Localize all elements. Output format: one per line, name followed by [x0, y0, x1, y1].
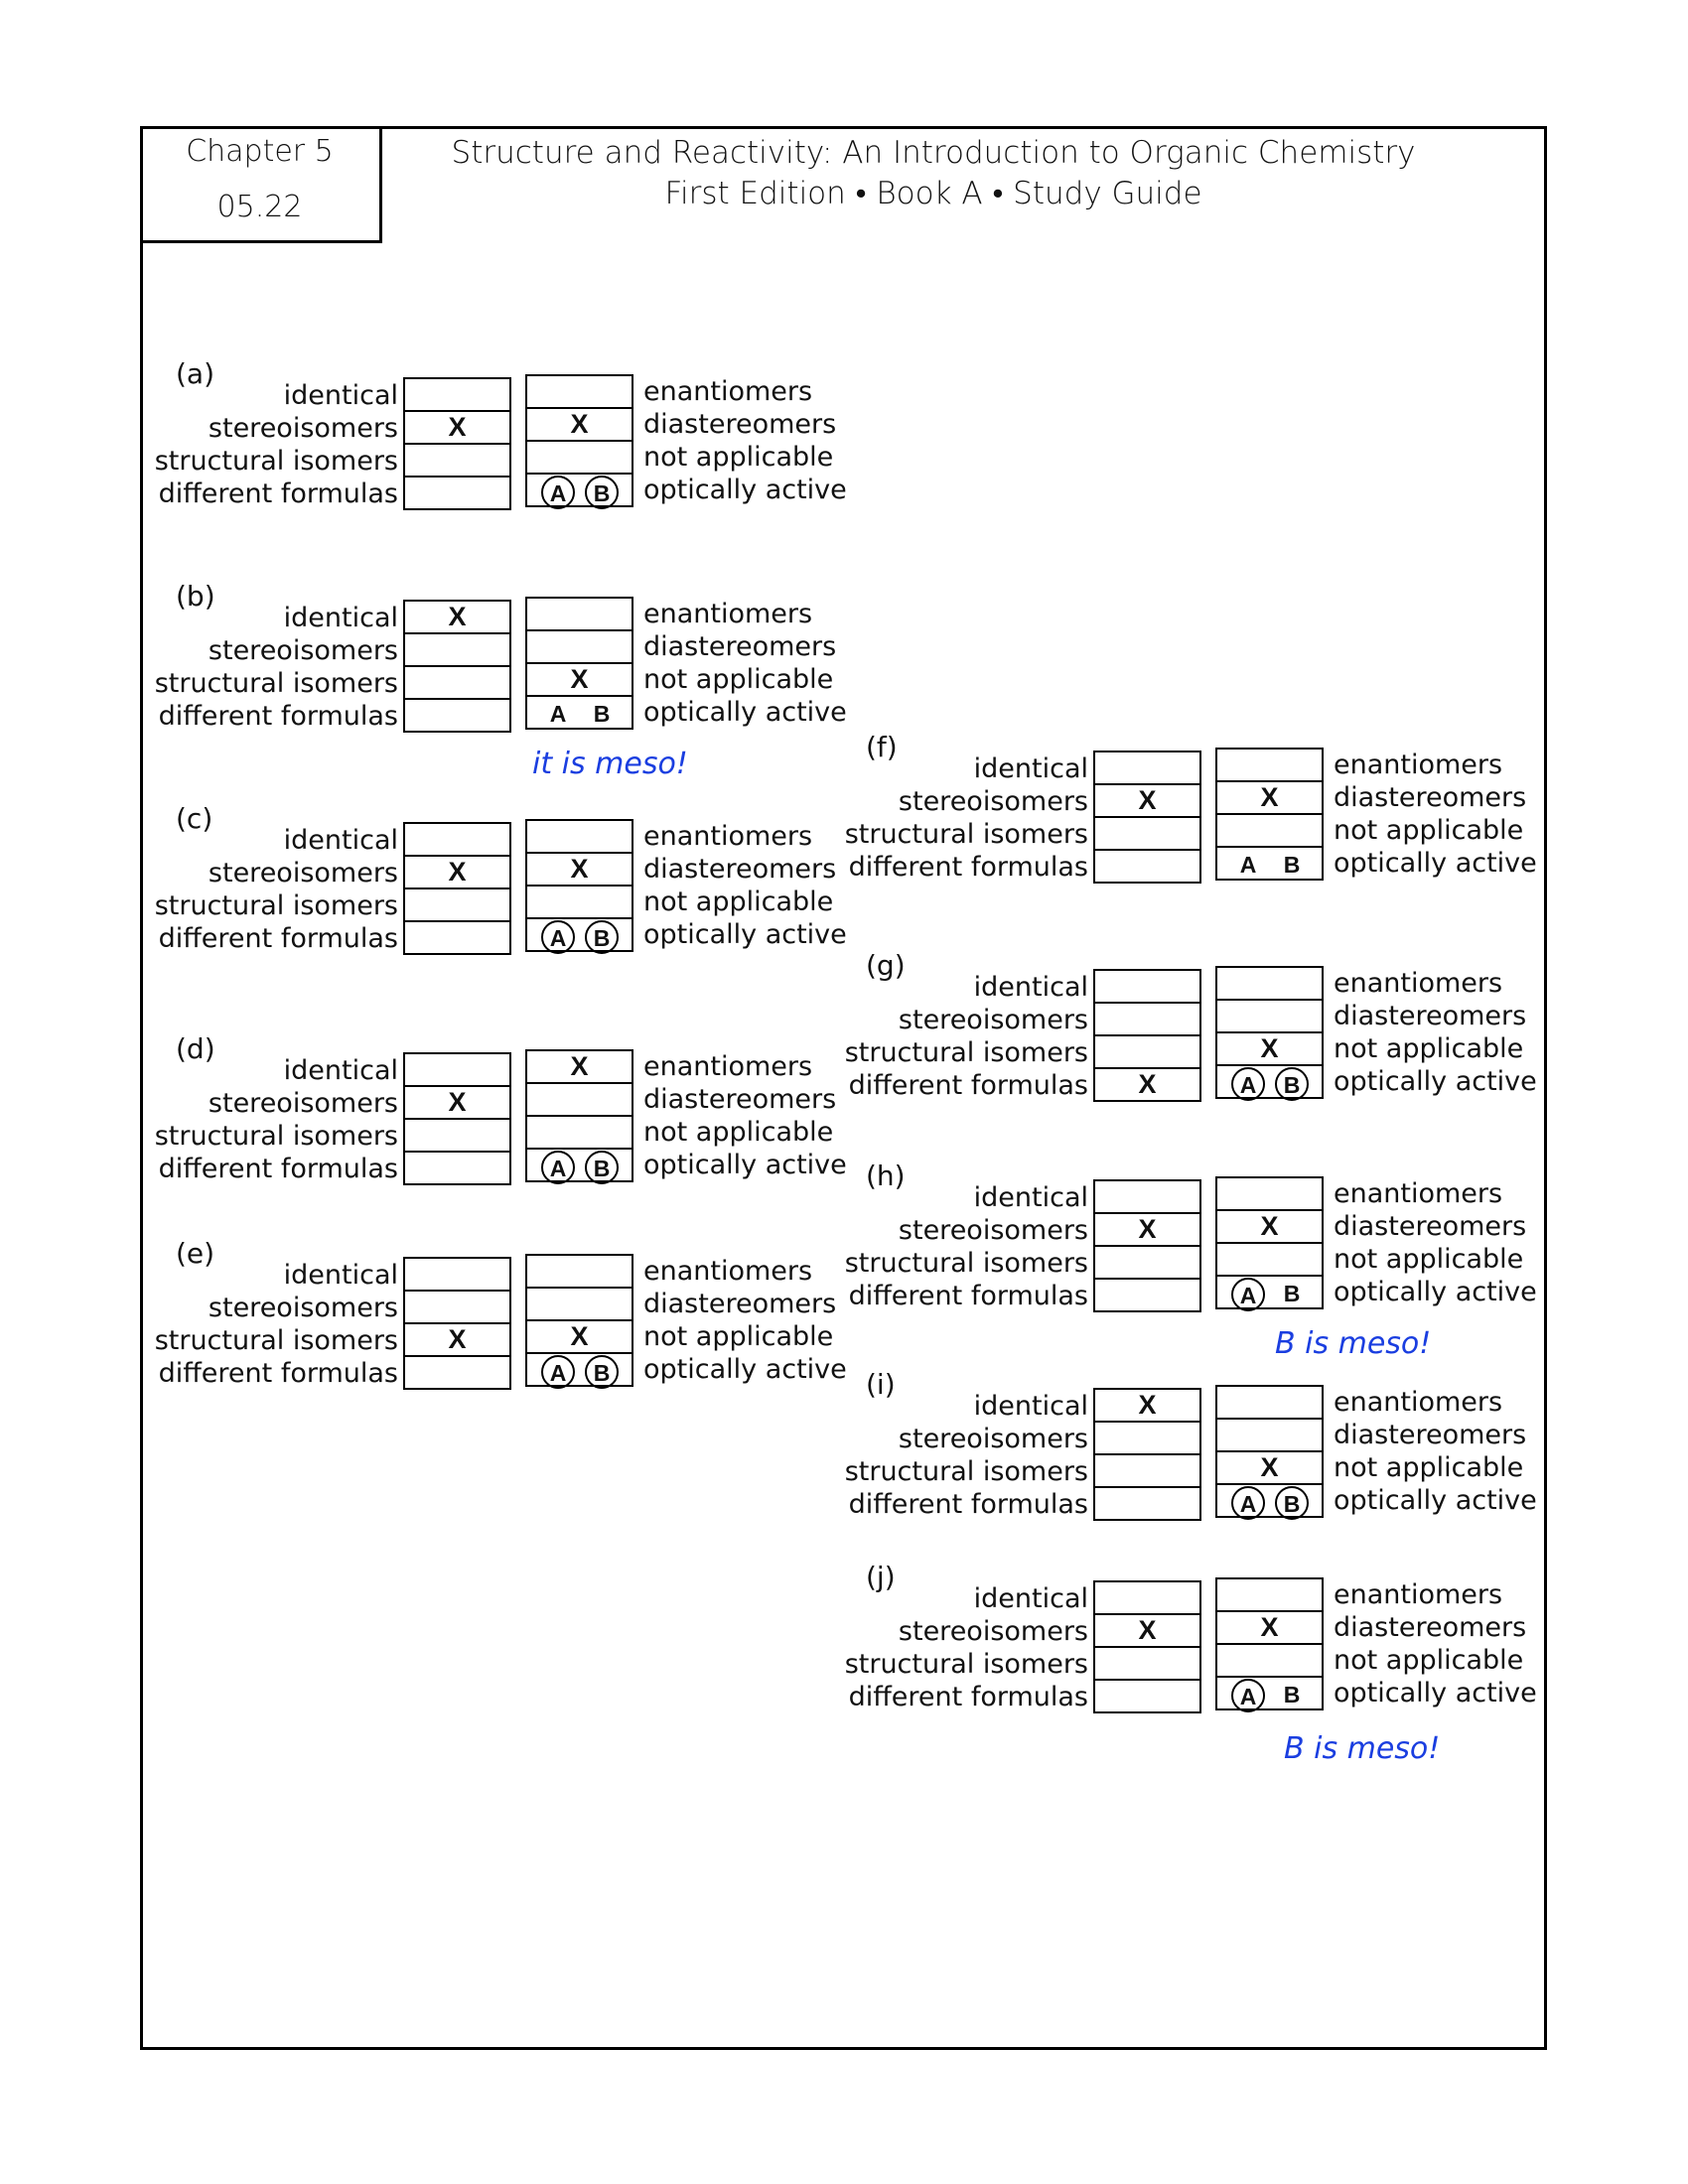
stereo-checkbox[interactable]: [1217, 750, 1322, 782]
stereo-checkbox[interactable]: [527, 821, 632, 854]
stereo-label: enantiomers: [643, 599, 813, 629]
stereo-checkbox[interactable]: X: [1217, 782, 1322, 815]
classification-checkbox[interactable]: [1095, 1004, 1199, 1036]
classification-labels: [155, 379, 398, 510]
header-subtitle: First Edition • Book A • Study Guide: [664, 176, 1202, 211]
stereo-label: optically active: [643, 475, 847, 505]
optical-activity-cell[interactable]: [527, 919, 632, 950]
classification-label: different formulas: [848, 1489, 1088, 1520]
classification-labels: [155, 602, 398, 733]
classification-labels: [845, 1390, 1088, 1521]
stereo-label: diastereomers: [643, 854, 837, 885]
stereo-checkbox[interactable]: [1217, 1645, 1322, 1678]
stereo-checkbox[interactable]: [527, 887, 632, 919]
classification-checkbox[interactable]: [405, 634, 509, 667]
stereo-label: diastereomers: [1334, 782, 1527, 813]
stereo-checkboxes: [525, 597, 633, 730]
classification-label: structural isomers: [844, 1456, 1088, 1487]
classification-checkbox[interactable]: X: [405, 1087, 509, 1120]
classification-labels: [845, 1181, 1088, 1312]
stereo-checkbox[interactable]: X: [1217, 1612, 1322, 1645]
stereo-label: diastereomers: [1334, 1420, 1527, 1450]
stereo-labels: [1334, 1386, 1537, 1517]
stereo-checkbox[interactable]: X: [527, 1051, 632, 1084]
classification-checkboxes: [1093, 1580, 1201, 1713]
stereo-label: enantiomers: [643, 1256, 813, 1287]
classification-checkbox[interactable]: [1095, 971, 1199, 1004]
stereo-checkbox[interactable]: [1217, 1579, 1322, 1612]
classification-labels: [155, 1054, 398, 1185]
classification-checkboxes: [403, 822, 511, 955]
classification-checkboxes: [403, 600, 511, 733]
compound-b-marker: B: [1275, 1486, 1309, 1520]
classification-label: stereoisomers: [208, 1293, 398, 1323]
classification-label: identical: [283, 603, 398, 633]
classification-checkboxes: [1093, 751, 1201, 884]
stereo-checkbox[interactable]: [1217, 1244, 1322, 1277]
classification-label: identical: [973, 1391, 1088, 1422]
classification-checkbox[interactable]: [405, 1357, 509, 1388]
stereo-label: enantiomers: [643, 1051, 813, 1082]
compound-b-marker: B: [1275, 1067, 1309, 1101]
classification-checkboxes: [403, 1257, 511, 1390]
stereo-checkboxes: [1215, 966, 1324, 1099]
classification-checkbox[interactable]: X: [405, 1324, 509, 1357]
classification-label: identical: [973, 972, 1088, 1003]
problem-h: [830, 1160, 1537, 1348]
chapter-box: [140, 126, 382, 243]
classification-label: structural isomers: [154, 1121, 398, 1152]
stereo-labels: [1334, 749, 1537, 880]
stereo-checkbox[interactable]: X: [1217, 1211, 1322, 1244]
stereo-label: diastereomers: [643, 409, 837, 440]
classification-label: different formulas: [848, 852, 1088, 883]
classification-label: structural isomers: [154, 890, 398, 921]
stereo-labels: [1334, 1177, 1537, 1308]
classification-checkbox[interactable]: [405, 1292, 509, 1324]
stereo-label: optically active: [1334, 1678, 1537, 1708]
problem-j: [830, 1561, 1537, 1749]
stereo-checkbox[interactable]: [527, 376, 632, 409]
classification-checkbox[interactable]: [405, 445, 509, 478]
stereo-label: not applicable: [1334, 1244, 1524, 1275]
stereo-label: enantiomers: [1334, 1387, 1503, 1418]
stereo-labels: [643, 598, 847, 729]
classification-checkbox[interactable]: [405, 478, 509, 508]
stereo-label: not applicable: [1334, 1452, 1524, 1483]
classification-checkbox[interactable]: X: [1138, 1069, 1157, 1099]
stereo-checkbox[interactable]: [1217, 968, 1322, 1001]
stereo-checkbox[interactable]: X: [527, 854, 632, 887]
classification-checkbox[interactable]: [1095, 1280, 1199, 1310]
stereo-label: optically active: [1334, 1066, 1537, 1097]
classification-checkboxes: [403, 377, 511, 510]
classification-checkbox[interactable]: [405, 824, 509, 857]
classification-checkbox[interactable]: X: [1095, 785, 1199, 818]
stereo-label: enantiomers: [1334, 750, 1503, 780]
header-title: Structure and Reactivity: An Introduction to Organic Chemistry: [451, 135, 1416, 171]
stereo-checkboxes: [1215, 748, 1324, 881]
optical-activity-cell[interactable]: [1217, 1678, 1322, 1708]
meso-note: B is meso!: [1275, 1326, 1432, 1361]
classification-label: identical: [283, 1260, 398, 1291]
stereo-label: diastereomers: [643, 1084, 837, 1115]
classification-checkbox[interactable]: [1095, 1423, 1199, 1455]
classification-label: stereoisomers: [208, 635, 398, 666]
stereo-checkbox[interactable]: [527, 1117, 632, 1150]
classification-label: different formulas: [158, 478, 398, 509]
classification-checkbox[interactable]: [1095, 1488, 1199, 1519]
problem-b: [140, 580, 847, 768]
classification-label: stereoisomers: [898, 1616, 1088, 1647]
classification-checkbox[interactable]: [405, 1120, 509, 1153]
classification-label: different formulas: [158, 701, 398, 732]
classification-label: stereoisomers: [898, 1005, 1088, 1035]
problem-d: [140, 1032, 847, 1221]
stereo-checkboxes: [525, 819, 633, 952]
problem-f: [830, 731, 1537, 919]
stereo-label: not applicable: [643, 1321, 834, 1352]
stereo-label: optically active: [643, 919, 847, 950]
stereo-checkboxes: [1215, 1176, 1324, 1309]
problem-label: (f): [866, 731, 898, 763]
classification-label: identical: [283, 380, 398, 411]
classification-label: identical: [283, 825, 398, 856]
stereo-checkbox[interactable]: [1217, 1420, 1322, 1452]
problem-i: [830, 1368, 1537, 1557]
classification-label: different formulas: [158, 1358, 398, 1389]
problem-c: [140, 802, 847, 991]
stereo-label: enantiomers: [1334, 1579, 1503, 1610]
classification-labels: [845, 1582, 1088, 1713]
problem-label: (j): [866, 1561, 896, 1593]
optical-activity-cell[interactable]: [1217, 1277, 1322, 1307]
classification-checkbox[interactable]: [405, 700, 509, 731]
classification-label: different formulas: [848, 1682, 1088, 1712]
classification-label: different formulas: [158, 1154, 398, 1184]
classification-checkbox[interactable]: X: [1095, 1214, 1199, 1247]
stereo-label: diastereomers: [1334, 1001, 1527, 1031]
classification-label: stereoisomers: [898, 786, 1088, 817]
compound-b-marker: B: [1283, 852, 1301, 878]
classification-label: structural isomers: [154, 1325, 398, 1356]
classification-labels: [845, 971, 1088, 1102]
stereo-label: not applicable: [1334, 815, 1524, 846]
classification-checkboxes: [403, 1052, 511, 1185]
classification-checkbox[interactable]: [1095, 1648, 1199, 1681]
compound-a-marker: A: [1231, 1486, 1265, 1520]
problem-label: (a): [176, 357, 215, 390]
classification-label: different formulas: [848, 1070, 1088, 1101]
stereo-labels: [643, 820, 847, 951]
compound-a-marker: A: [541, 476, 575, 509]
stereo-checkbox[interactable]: [527, 599, 632, 631]
stereo-label: not applicable: [643, 442, 834, 473]
classification-checkbox[interactable]: [1095, 1681, 1199, 1711]
stereo-label: not applicable: [643, 887, 834, 917]
classification-label: identical: [973, 1583, 1088, 1614]
stereo-label: diastereomers: [1334, 1211, 1527, 1242]
classification-checkbox[interactable]: [1095, 818, 1199, 851]
optical-activity-cell[interactable]: [527, 1354, 632, 1385]
classification-labels: [155, 824, 398, 955]
stereo-checkbox[interactable]: [1217, 1178, 1322, 1211]
compound-b-marker: B: [585, 1355, 619, 1389]
problem-g: [830, 949, 1537, 1138]
stereo-label: optically active: [643, 1354, 847, 1385]
stereo-checkboxes: [1215, 1577, 1324, 1710]
classification-checkboxes: [1093, 969, 1201, 1102]
section-number: 05.22: [216, 190, 303, 224]
classification-label: structural isomers: [154, 668, 398, 699]
compound-a-marker: A: [541, 1355, 575, 1389]
classification-label: different formulas: [848, 1281, 1088, 1311]
compound-b-marker: B: [593, 701, 611, 727]
classification-checkbox[interactable]: [1095, 851, 1199, 882]
optical-activity-cell[interactable]: [527, 475, 632, 505]
classification-label: structural isomers: [844, 1649, 1088, 1680]
compound-b-marker: B: [585, 1151, 619, 1184]
stereo-checkbox[interactable]: X: [527, 664, 632, 697]
problem-label: (i): [866, 1368, 896, 1401]
compound-a-marker: A: [1231, 1679, 1265, 1712]
stereo-label: not applicable: [643, 664, 834, 695]
classification-label: stereoisomers: [208, 1088, 398, 1119]
classification-checkbox[interactable]: X: [405, 857, 509, 889]
classification-label: identical: [973, 753, 1088, 784]
classification-checkboxes: [1093, 1388, 1201, 1521]
classification-label: different formulas: [158, 923, 398, 954]
classification-labels: [155, 1259, 398, 1390]
classification-label: structural isomers: [844, 819, 1088, 850]
compound-a-marker: A: [549, 701, 567, 727]
stereo-checkbox[interactable]: [527, 442, 632, 475]
stereo-checkbox[interactable]: X: [1217, 1033, 1322, 1066]
optical-activity-cell[interactable]: [1217, 1485, 1322, 1516]
classification-label: stereoisomers: [898, 1424, 1088, 1454]
classification-checkbox[interactable]: [405, 1153, 509, 1183]
classification-label: stereoisomers: [208, 413, 398, 444]
stereo-checkboxes: [525, 1049, 633, 1182]
stereo-label: not applicable: [1334, 1033, 1524, 1064]
stereo-label: diastereomers: [1334, 1612, 1527, 1643]
optical-activity-cell[interactable]: [1217, 848, 1322, 879]
stereo-checkboxes: [525, 374, 633, 507]
stereo-labels: [643, 375, 847, 506]
stereo-label: optically active: [643, 1150, 847, 1180]
optical-activity-cell[interactable]: [527, 1150, 632, 1180]
classification-checkbox[interactable]: X: [1095, 1390, 1199, 1423]
classification-label: structural isomers: [844, 1037, 1088, 1068]
stereo-label: optically active: [643, 697, 847, 728]
stereo-checkboxes: [525, 1254, 633, 1387]
stereo-labels: [643, 1050, 847, 1181]
classification-checkbox[interactable]: [405, 379, 509, 412]
stereo-checkbox[interactable]: X: [1217, 1452, 1322, 1485]
compound-a-marker: A: [541, 1151, 575, 1184]
stereo-checkbox[interactable]: [527, 1289, 632, 1321]
problem-a: [140, 357, 847, 546]
stereo-checkbox[interactable]: [527, 1256, 632, 1289]
classification-label: identical: [283, 1055, 398, 1086]
classification-checkbox[interactable]: [1095, 1247, 1199, 1280]
classification-checkbox[interactable]: [1095, 752, 1199, 785]
compound-b-marker: B: [585, 920, 619, 954]
classification-checkbox[interactable]: [1095, 1181, 1199, 1214]
stereo-checkbox[interactable]: X: [527, 409, 632, 442]
optical-activity-cell[interactable]: [527, 697, 632, 728]
classification-label: stereoisomers: [898, 1215, 1088, 1246]
classification-checkbox[interactable]: [1095, 1036, 1199, 1069]
problem-e: [140, 1237, 847, 1426]
compound-b-marker: B: [1283, 1682, 1301, 1707]
problem-label: (g): [866, 949, 906, 982]
problem-label: (d): [176, 1032, 215, 1065]
stereo-label: enantiomers: [1334, 1178, 1503, 1209]
stereo-checkbox[interactable]: [527, 631, 632, 664]
classification-labels: [845, 752, 1088, 884]
stereo-label: enantiomers: [643, 821, 813, 852]
classification-checkboxes: [1093, 1179, 1201, 1312]
stereo-checkbox[interactable]: X: [527, 1321, 632, 1354]
stereo-label: not applicable: [1334, 1645, 1524, 1676]
classification-label: structural isomers: [154, 446, 398, 477]
classification-checkbox[interactable]: X: [405, 412, 509, 445]
stereo-labels: [1334, 967, 1537, 1098]
stereo-labels: [643, 1255, 847, 1386]
classification-checkbox[interactable]: X: [1095, 1615, 1199, 1648]
stereo-label: diastereomers: [643, 1289, 837, 1319]
meso-note: B is meso!: [1284, 1731, 1441, 1766]
stereo-label: optically active: [1334, 1485, 1537, 1516]
classification-checkbox[interactable]: [405, 1054, 509, 1087]
optical-activity-cell[interactable]: [1217, 1066, 1322, 1097]
compound-a-marker: A: [1231, 1067, 1265, 1101]
stereo-label: optically active: [1334, 1277, 1537, 1307]
classification-label: identical: [973, 1182, 1088, 1213]
compound-b-marker: B: [1283, 1281, 1301, 1306]
problem-label: (h): [866, 1160, 906, 1192]
stereo-label: enantiomers: [1334, 968, 1503, 999]
classification-checkbox[interactable]: [405, 922, 509, 953]
meso-note: it is meso!: [532, 747, 688, 781]
stereo-labels: [1334, 1578, 1537, 1709]
stereo-checkbox[interactable]: [527, 1084, 632, 1117]
chapter-label: Chapter 5: [186, 134, 334, 169]
stereo-checkbox[interactable]: [1217, 815, 1322, 848]
classification-checkbox[interactable]: [405, 889, 509, 922]
classification-label: structural isomers: [844, 1248, 1088, 1279]
stereo-label: optically active: [1334, 848, 1537, 879]
compound-a-marker: A: [1231, 1278, 1265, 1311]
classification-label: stereoisomers: [208, 858, 398, 888]
classification-checkbox[interactable]: [1095, 1582, 1199, 1615]
stereo-label: not applicable: [643, 1117, 834, 1148]
compound-a-marker: A: [1239, 852, 1257, 878]
page-header: [437, 133, 1430, 214]
compound-b-marker: B: [585, 476, 619, 509]
stereo-checkbox[interactable]: [1217, 1001, 1322, 1033]
classification-checkbox[interactable]: X: [405, 602, 509, 634]
problem-label: (c): [176, 802, 213, 835]
classification-checkbox[interactable]: [405, 667, 509, 700]
stereo-label: diastereomers: [643, 631, 837, 662]
problem-label: (b): [176, 580, 215, 613]
stereo-checkbox[interactable]: [1217, 1387, 1322, 1420]
stereo-checkboxes: [1215, 1385, 1324, 1518]
classification-checkbox[interactable]: [1095, 1455, 1199, 1488]
classification-checkbox[interactable]: [405, 1259, 509, 1292]
stereo-label: enantiomers: [643, 376, 813, 407]
problem-label: (e): [176, 1237, 215, 1270]
compound-a-marker: A: [541, 920, 575, 954]
